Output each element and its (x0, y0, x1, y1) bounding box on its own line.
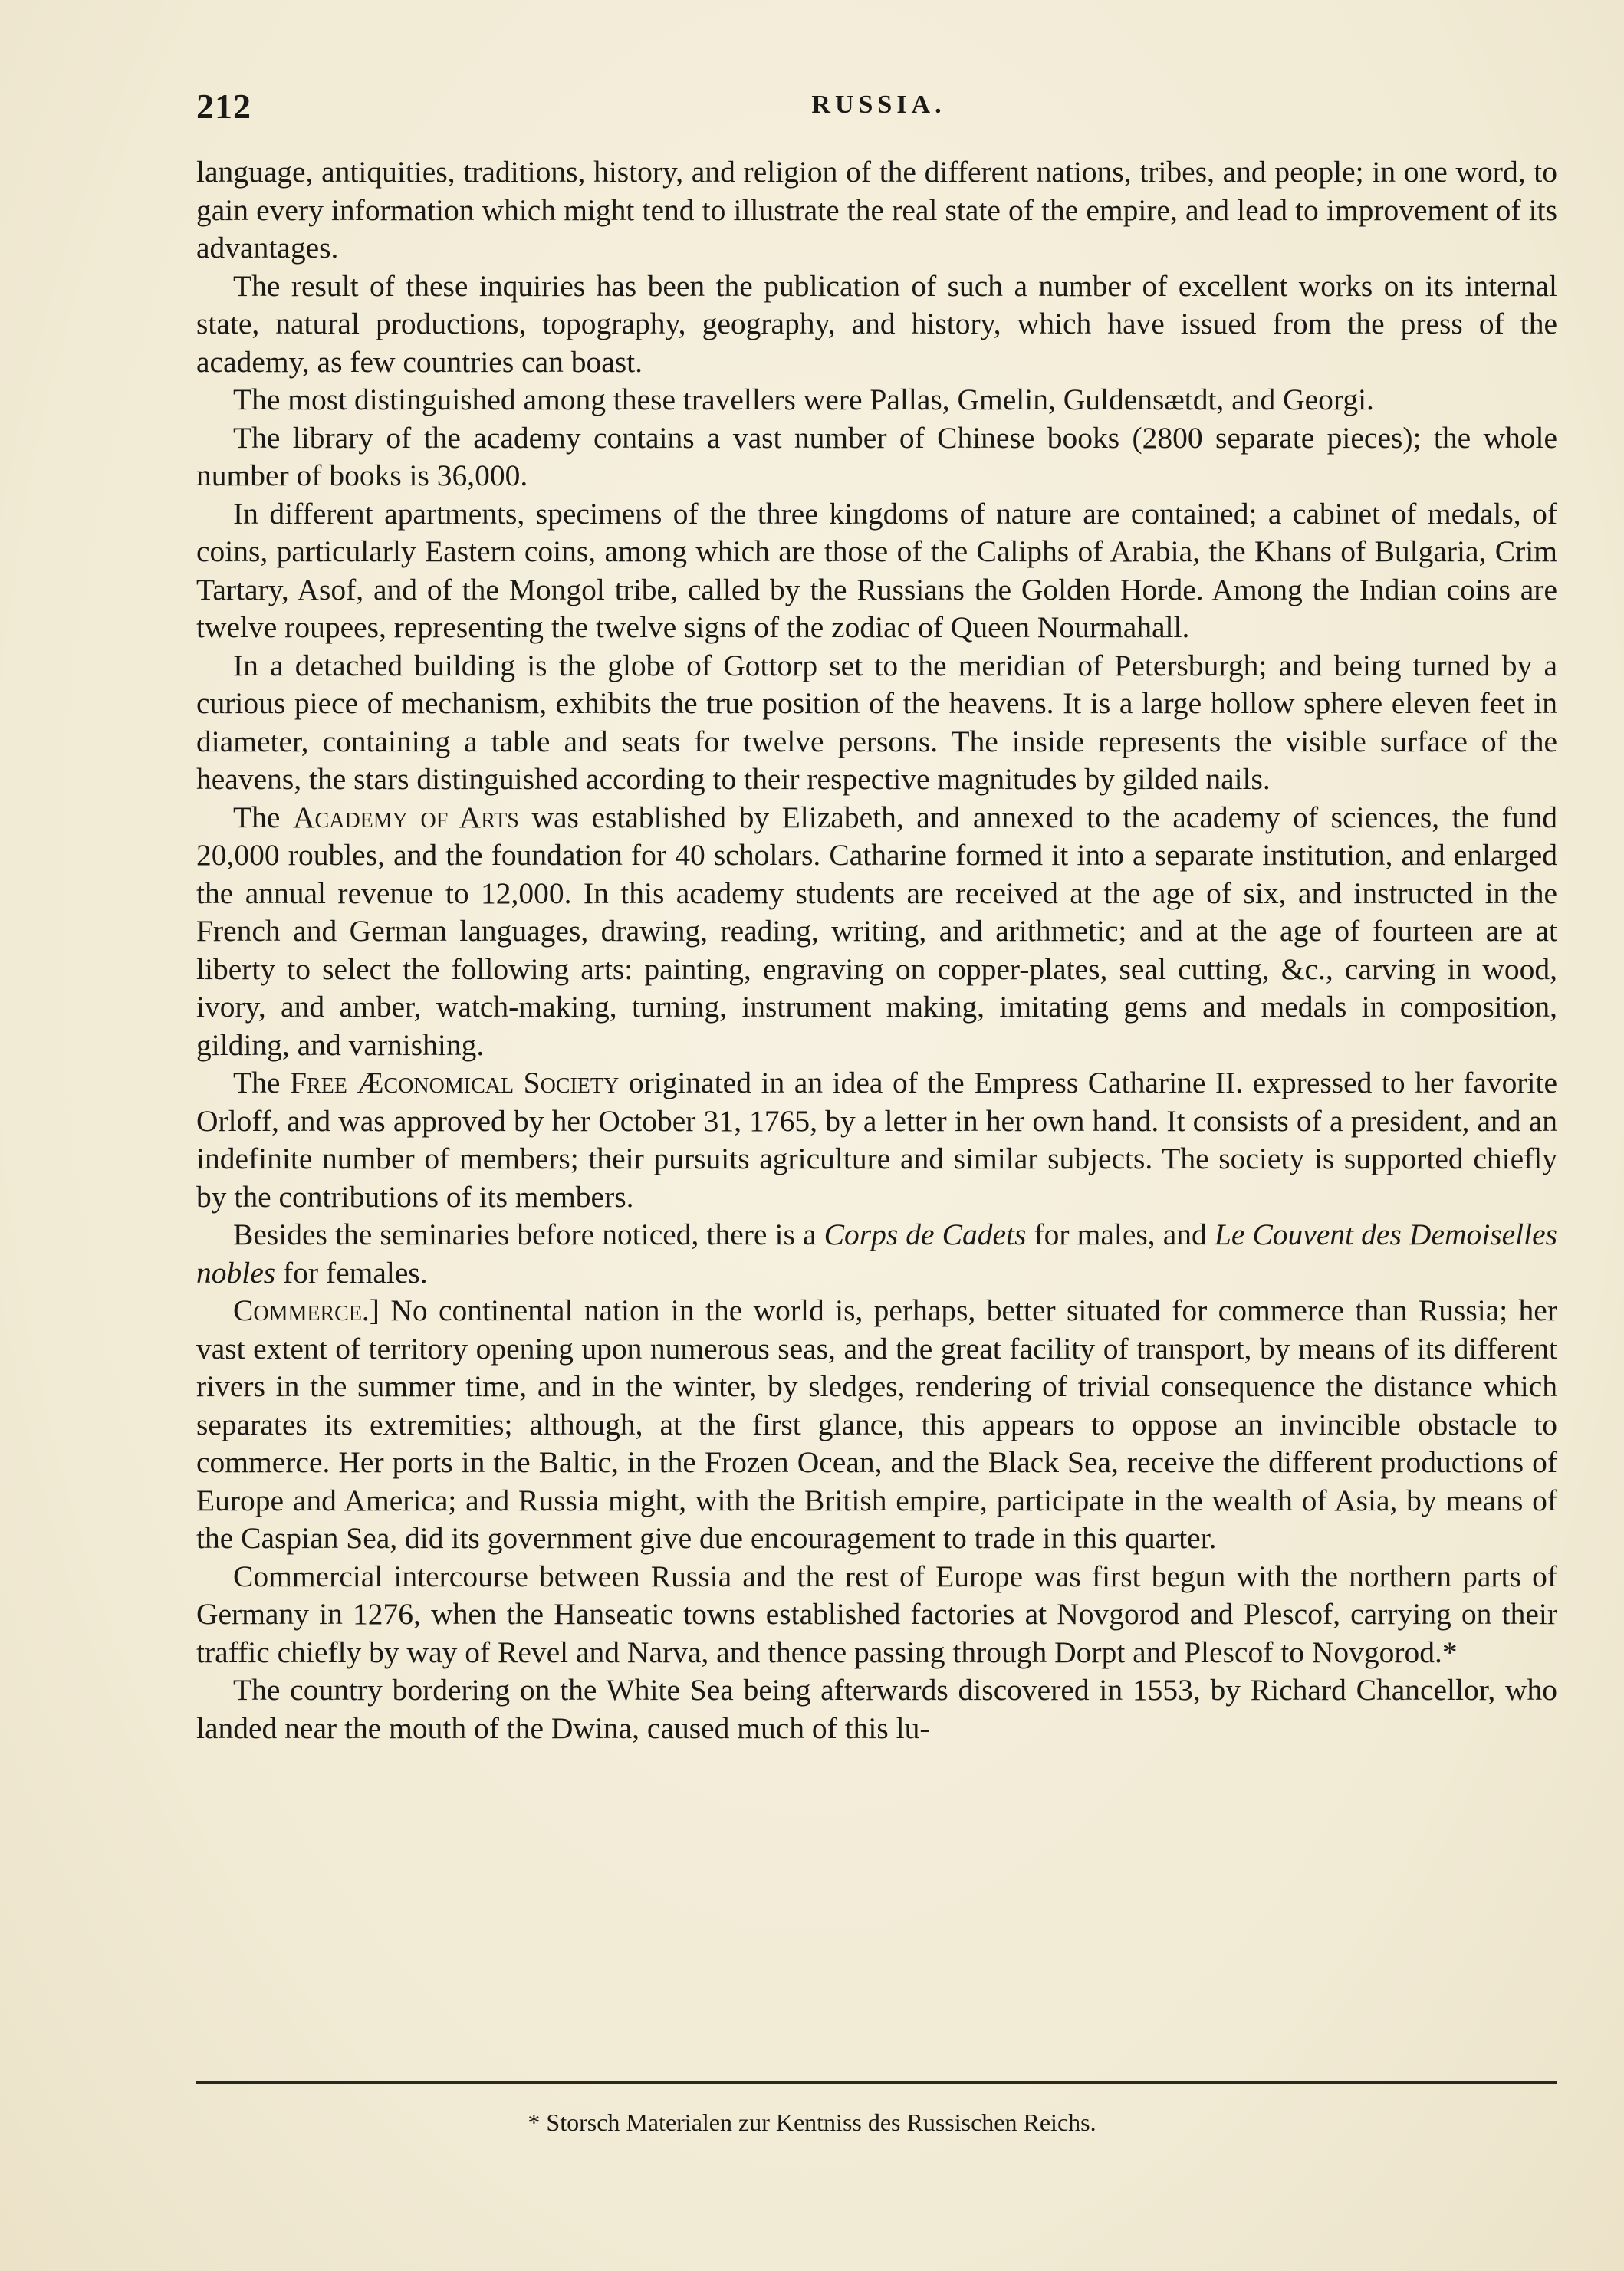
paragraph-publications: The result of these inquiries has been the publication of such a number of excellent works on its internal state, natural productions, topography, geography, and history, which have issued from the press of the academy, as few countries can boast. (196, 268, 1557, 379)
paragraph-continuation: language, antiquities, traditions, history, and religion of the different nations, tribes, and people; in one word, to gain every information which might tend to illustrate the real state of the empire, and lead to improvement of its advantages. (196, 155, 1557, 265)
paragraph-lead: The (233, 1066, 281, 1099)
paragraph-text: for males, and (1034, 1218, 1207, 1251)
page-header (196, 86, 1561, 132)
page-number: 212 (196, 87, 251, 126)
paragraph-globe: In a detached building is the globe of Gottorp set to the meridian of Petersburgh; and being turned by a curious piece of mechanism, exhibits the true position of the heavens. It is a large hollow sphere eleven feet in diameter, containing a table and seats for twelve persons. The inside represents the visible surface of the heavens, the stars distinguished according to their respective magnitudes by gilded nails. (196, 648, 1557, 796)
paragraph-text: was established by Elizabeth, and annexed to the academy of sciences, the fund 20,000 roubles, and the foundation for 40 scholars. Catharine formed it into a separate institution, and enlarged the annual revenue to 12,000. In this academy students are received at the age of six, and instructed in the French and German languages, drawing, reading, writing, and arithmetic; and at the age of fourteen are at liberty to select the following arts: painting, engraving on copper-plates, seal cutting, &c., carving in wood, ivory, and amber, watch-making, turning, instrument making, imitating gems and medals in composition, gilding, and varnishing. (196, 800, 1557, 1062)
paragraph-white-sea: The country bordering on the White Sea being afterwards discovered in 1553, by Richard Chancellor, who landed near the mouth of the Dwina, caused much of this lu- (196, 1673, 1557, 1745)
paragraph-economical-society (196, 1064, 1557, 1216)
paragraph-text: for females. (283, 1255, 428, 1290)
paragraph-commercial-intercourse: Commercial intercourse between Russia and the rest of Europe was first begun with the northern parts of Germany in 1276, when the Hanseatic towns established factories at Novgorod and Plescof, carrying on their traffic chiefly by way of Revel and Narva, and thence passing through Dorpt and Plescof to Novgorod.* (196, 1559, 1557, 1669)
body-text (196, 153, 1557, 1747)
paragraph-lead: The (233, 800, 281, 834)
section-heading-commerce: Commerce.] (233, 1293, 380, 1327)
section-term-economical-society: Free Æconomical Society (289, 1066, 620, 1099)
footnote-rule (196, 2081, 1557, 2084)
paragraph-commerce (196, 1292, 1557, 1558)
italic-couvent: Le Couvent des Demoiselles nobles (196, 1218, 1557, 1290)
footnote: * Storsch Materialen zur Kentniss des Russischen Reichs. (528, 2108, 1096, 2136)
paragraph-text: No continental nation in the world is, perhaps, better situated for commerce than Russia; her vast extent of territory opening upon numerous seas, and the great facility of transport, by means of its different rivers in the summer time, and in the winter, by sledges, rendering of trivial consequence the distance which separates its extremities; although, at the first glance, this appears to oppose an invincible obstacle to commerce. Her ports in the Baltic, in the Frozen Ocean, and the Black Sea, receive the different productions of Europe and America; and Russia might, with the British empire, participate in the wealth of Asia, by means of the Caspian Sea, did its government give due encouragement to trade in this quarter. (196, 1293, 1557, 1555)
paragraph-cabinet: In different apartments, specimens of the three kingdoms of nature are contained; a cabinet of medals, of coins, particularly Eastern coins, among which are those of the Caliphs of Arabia, the Khans of Bulgaria, Crim Tartary, Asof, and of the Mongol tribe, called by the Russians the Golden Horde. Among the Indian coins are twelve roupees, representing the twelve signs of the zodiac of Queen Nourmahall. (196, 496, 1557, 644)
paragraph-travellers: The most distinguished among these travellers were Pallas, Gmelin, Guldensætdt, and Georgi. (233, 383, 1374, 416)
paragraph-library: The library of the academy contains a vast number of Chinese books (2800 separate pieces); the whole number of books is 36,000. (196, 420, 1557, 492)
section-term-academy-of-arts: Academy of Arts (293, 800, 519, 834)
paragraph-text: Besides the seminaries before noticed, there is a (233, 1218, 817, 1251)
running-head: RUSSIA. (811, 90, 946, 119)
paragraph-academy-of-arts (196, 799, 1557, 1065)
paragraph-text: originated in an idea of the Empress Catharine II. expressed to her favorite Orloff, and was approved by her October 31, 1765, by a letter in her own hand. It consists of a president, and an indefinite number of members; their pursuits agriculture and similar subjects. The society is supported chiefly by the contributions of its members. (196, 1066, 1558, 1214)
italic-corps-de-cadets: Corps de Cadets (824, 1218, 1027, 1251)
paragraph-seminaries (196, 1216, 1557, 1292)
